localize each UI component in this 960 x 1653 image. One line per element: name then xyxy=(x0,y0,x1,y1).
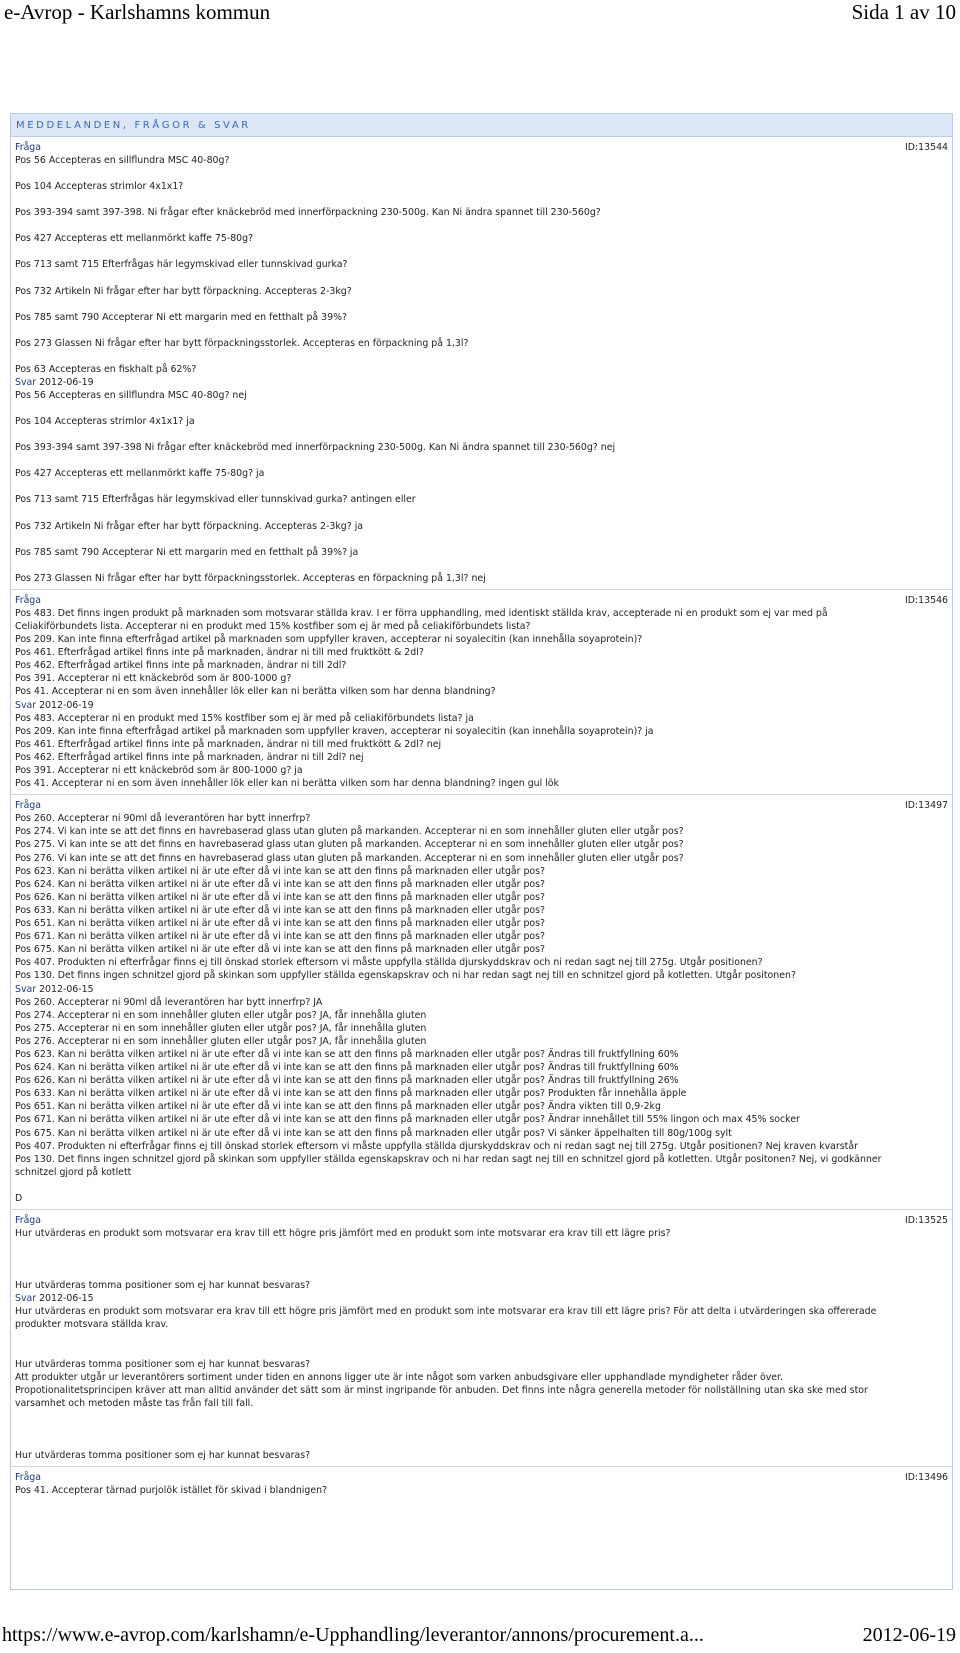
answer-line: Hur utvärderas en produkt som motsvarar era krav till ett högre pris jämfört med en produkt som inte motsvarar era krav till ett lägre pris? För att delta i utvärderingen ska offererade produkter motsvara ställda krav. xyxy=(15,1306,877,1331)
question-line: Pos 273 Glassen Ni frågar efter har bytt förpackningsstorlek. Accepteras en förpackning på 1,3l? xyxy=(15,337,469,349)
answer-line: Pos 633. Kan ni berätta vilken artikel ni är ute efter då vi inte kan se att den finns på marknaden eller utgår pos? Produkten får innehålla äpple xyxy=(15,1088,687,1100)
question-label: Fråga xyxy=(15,1215,42,1226)
answer-line: Pos 651. Kan ni berätta vilken artikel ni är ute efter då vi inte kan se att den finns på marknaden eller utgår pos? Ändra vikten till 0,9-2kg xyxy=(15,1101,661,1113)
answer-date: 2012-06-19 xyxy=(39,699,94,711)
footer-url: https://www.e-avrop.com/karlshamn/e-Upphandling/leverantor/annons/procurement.a... xyxy=(2,1624,704,1646)
question-line: Pos 483. Det finns ingen produkt på marknaden som motsvarar ställda krav. I er förra upphandling, med identiskt ställda krav, accepterade ni en produkt som ej var med på Celiakiförbundets lista. Accepterar ni en produkt med 15% kostfiber som ej är med på celiakiförbundets lista? xyxy=(15,607,828,632)
answer-line: Pos 462. Efterfrågad artikel finns inte på marknaden, ändrar ni till 2dl? nej xyxy=(15,751,364,763)
question-line: Pos 651. Kan ni berätta vilken artikel ni är ute efter då vi inte kan se att den finns på marknaden eller utgår pos? xyxy=(15,918,546,930)
question-label: Fråga xyxy=(15,800,42,812)
answer-line: Pos 624. Kan ni berätta vilken artikel ni är ute efter då vi inte kan se att den finns på marknaden eller utgår pos? Ändras till fruktfyllning 60% xyxy=(15,1062,679,1074)
question-line: Pos 209. Kan inte finna efterfrågad artikel på marknaden som uppfyller kraven, accepterar ni soyalecitin (kan innehålla soyaprotein)? xyxy=(15,634,643,646)
answer-header xyxy=(15,699,892,712)
answer-line: Hur utvärderas tomma positioner som ej har kunnat besvaras? Att produkter utgår ur leverantörers sortiment under tiden en annons ligger ute är inte något som varken anbudsgivare eller upphandlade myndigheter råder över. Propotionalitetsprincipen kräver att man alltid använder det sätt som är minst ingripande för anbuden. Det finns inte några generella metoder för nollställning utan ska ske med stor varsamhet och metoden måste tas från fall till fall. xyxy=(15,1358,868,1409)
answer-line: Pos 274. Accepterar ni en som innehåller gluten eller utgår pos? JA, får innehålla gluten xyxy=(15,1009,427,1021)
answer-extra: D xyxy=(15,1192,23,1204)
question-line: Pos 675. Kan ni berätta vilken artikel ni är ute efter då vi inte kan se att den finns på marknaden eller utgår pos? xyxy=(15,944,546,956)
answer-header xyxy=(15,1292,892,1305)
panel-title: MEDDELANDEN, FRÅGOR & SVAR xyxy=(11,114,952,137)
page-number: Sida 1 av 10 xyxy=(851,0,956,24)
answer-line: Pos 461. Efterfrågad artikel finns inte på marknaden, ändrar ni till med fruktkött & 2dl? nej xyxy=(15,738,442,750)
page-header-title: e-Avrop - Karlshamns kommun xyxy=(4,0,271,24)
question-label: Fråga xyxy=(15,142,42,153)
answer-line: Pos 785 samt 790 Accepterar Ni ett margarin med en fetthalt på 39%? ja xyxy=(15,546,359,558)
qa-block xyxy=(11,137,952,590)
answer-line: Pos 732 Artikeln Ni frågar efter har bytt förpackning. Accepteras 2-3kg? ja xyxy=(15,520,364,532)
answer-line: Pos 260. Accepterar ni 90ml då leverantören har bytt innerfrp? JA xyxy=(15,996,323,1008)
question-label: Fråga xyxy=(15,1472,42,1484)
footer-date: 2012-06-19 xyxy=(862,1624,956,1646)
question-line: Pos 260. Accepterar ni 90ml då leverantören har bytt innerfrp? xyxy=(15,813,311,825)
question-line: Pos 41. Accepterar ni en som även innehåller lök eller kan ni berätta vilken som har denna blandning? xyxy=(15,686,496,698)
answer-header xyxy=(15,983,892,996)
question-line: Pos 63 Accepteras en fiskhalt på 62%? xyxy=(15,363,197,375)
answer-line: Pos 675. Kan ni berätta vilken artikel ni är ute efter då vi inte kan se att den finns på marknaden eller utgår pos? Vi sänker äppelhalten till 80g/100g sylt xyxy=(15,1127,732,1139)
question-label: Fråga xyxy=(15,594,42,606)
question-line: Pos 130. Det finns ingen schnitzel gjord på skinkan som uppfyller ställda egenskapskrav och ni har redan sagt nej till en schnitzel gjord på kotletten. Utgår positonen? xyxy=(15,970,796,982)
question-line: Pos 461. Efterfrågad artikel finns inte på marknaden, ändrar ni till med fruktkött & 2dl? xyxy=(15,647,424,659)
question-line: Pos 671. Kan ni berätta vilken artikel ni är ute efter då vi inte kan se att den finns på marknaden eller utgår pos? xyxy=(15,931,546,943)
page-footer xyxy=(0,1624,960,1652)
question-line: Hur utvärderas tomma positioner som ej har kunnat besvaras? xyxy=(15,1280,311,1292)
question-line: Pos 276. Vi kan inte se att det finns en havrebaserad glass utan gluten på markanden. Accepterar ni en som innehåller gluten eller utgår pos? xyxy=(15,852,684,864)
answer-line: Pos 130. Det finns ingen schnitzel gjord på skinkan som uppfyller ställda egenskapskrav och ni har redan sagt nej till en schnitzel gjord på kotletten. Utgår positonen? Nej, vi godkänner schnitzel gjord på kotlett xyxy=(15,1153,882,1178)
answer-label: Svar xyxy=(15,1293,37,1305)
answer-label: Svar xyxy=(15,376,37,388)
qa-id: ID:13496 xyxy=(905,1472,948,1484)
qa-id: ID:13525 xyxy=(905,1215,948,1226)
answer-line: Pos 41. Accepterar ni en som även innehåller lök eller kan ni berätta vilken som har denna blandning? ingen gul lök xyxy=(15,778,559,790)
qa-id: ID:13497 xyxy=(905,800,948,812)
messages-panel xyxy=(10,113,953,1590)
answer-line: Pos 273 Glassen Ni frågar efter har bytt förpackningsstorlek. Accepteras en förpackning på 1,3l? nej xyxy=(15,572,486,584)
question-line: Hur utvärderas en produkt som motsvarar era krav till ett högre pris jämfört med en produkt som inte motsvarar era krav till ett lägre pris? xyxy=(15,1228,671,1240)
answer-line: Pos 393-394 samt 397-398 Ni frågar efter knäckebröd med innerförpackning 230-500g. Kan Ni ändra spannet till 230-560g? nej xyxy=(15,442,616,454)
answer-line: Pos 209. Kan inte finna efterfrågad artikel på marknaden som uppfyller kraven, accepterar ni soyalecitin (kan innehålla soyaprotein)? ja xyxy=(15,725,654,737)
question-line: Pos 623. Kan ni berätta vilken artikel ni är ute efter då vi inte kan se att den finns på marknaden eller utgår pos? xyxy=(15,865,546,877)
answer-line: Pos 671. Kan ni berätta vilken artikel ni är ute efter då vi inte kan se att den finns på marknaden eller utgår pos? Ändrar innehållet till 55% lingon och max 45% socker xyxy=(15,1114,800,1126)
qa-block xyxy=(11,1210,952,1467)
question-line: Pos 104 Accepteras strimlor 4x1x1? xyxy=(15,181,184,193)
answer-line: Pos 56 Accepteras en sillflundra MSC 40-80g? nej xyxy=(15,390,247,402)
answer-line: Pos 483. Accepterar ni en produkt med 15% kostfiber som ej är med på celiakiförbundets lista? ja xyxy=(15,712,474,724)
answer-line: Pos 276. Accepterar ni en som innehåller gluten eller utgår pos? JA, får innehålla gluten xyxy=(15,1035,427,1047)
question-line: Pos 633. Kan ni berätta vilken artikel ni är ute efter då vi inte kan se att den finns på marknaden eller utgår pos? xyxy=(15,904,546,916)
question-line: Pos 626. Kan ni berätta vilken artikel ni är ute efter då vi inte kan se att den finns på marknaden eller utgår pos? xyxy=(15,891,546,903)
question-line: Pos 407. Produkten ni efterfrågar finns ej till önskad storlek eftersom vi måste uppfylla ställda djurskyddskrav och ni redan sagt nej till 275g. Utgår positionen? xyxy=(15,957,763,969)
qa-id: ID:13546 xyxy=(905,594,948,606)
question-line: Pos 713 samt 715 Efterfrågas här legymskivad eller tunnskivad gurka? xyxy=(15,259,348,271)
answer-line: Hur utvärderas tomma positioner som ej har kunnat besvaras? xyxy=(15,1449,311,1461)
question-line: Pos 56 Accepteras en sillflundra MSC 40-80g? xyxy=(15,155,230,167)
qa-block xyxy=(11,795,952,1210)
question-line: Pos 41. Accepterar tärnad purjolök istället för skivad i blandnigen? xyxy=(15,1485,328,1497)
answer-label: Svar xyxy=(15,699,37,711)
answer-date: 2012-06-15 xyxy=(39,1293,94,1305)
question-line: Pos 275. Vi kan inte se att det finns en havrebaserad glass utan gluten på markanden. Accepterar ni en som innehåller gluten eller utgår pos? xyxy=(15,839,684,851)
answer-line: Pos 391. Accepterar ni ett knäckebröd som är 800-1000 g? ja xyxy=(15,765,303,776)
question-line: Pos 732 Artikeln Ni frågar efter har bytt förpackning. Accepteras 2-3kg? xyxy=(15,285,352,297)
answer-date: 2012-06-19 xyxy=(39,376,94,388)
page-header xyxy=(0,0,960,28)
qa-block xyxy=(11,1467,952,1501)
question-line: Pos 427 Accepteras ett mellanmörkt kaffe 75-80g? xyxy=(15,233,254,245)
answer-line: Pos 626. Kan ni berätta vilken artikel ni är ute efter då vi inte kan se att den finns på marknaden eller utgår pos? Ändras till fruktfyllning 26% xyxy=(15,1075,679,1087)
answer-line: Pos 104 Accepteras strimlor 4x1x1? ja xyxy=(15,416,195,428)
question-line: Pos 274. Vi kan inte se att det finns en havrebaserad glass utan gluten på markanden. Accepterar ni en som innehåller gluten eller utgår pos? xyxy=(15,826,684,838)
answer-header xyxy=(15,376,892,389)
answer-line: Pos 427 Accepteras ett mellanmörkt kaffe 75-80g? ja xyxy=(15,468,265,480)
answer-line: Pos 623. Kan ni berätta vilken artikel ni är ute efter då vi inte kan se att den finns på marknaden eller utgår pos? Ändras till fruktfyllning 60% xyxy=(15,1048,679,1060)
question-line: Pos 462. Efterfrågad artikel finns inte på marknaden, ändrar ni till 2dl? xyxy=(15,660,347,672)
answer-line: Pos 407. Produkten ni efterfrågar finns ej till önskad storlek eftersom vi måste uppfylla ställda djurskyddskrav och ni redan sagt nej till 275g. Utgår positionen? Nej kraven kvarstår xyxy=(15,1140,858,1152)
answer-date: 2012-06-15 xyxy=(39,983,94,995)
question-line: Pos 391. Accepterar ni ett knäckebröd som är 800-1000 g? xyxy=(15,673,292,685)
question-line: Pos 624. Kan ni berätta vilken artikel ni är ute efter då vi inte kan se att den finns på marknaden eller utgår pos? xyxy=(15,878,546,890)
answer-label: Svar xyxy=(15,983,37,995)
answer-line: Pos 713 samt 715 Efterfrågas här legymskivad eller tunnskivad gurka? antingen eller xyxy=(15,494,416,506)
question-line: Pos 785 samt 790 Accepterar Ni ett margarin med en fetthalt på 39%? xyxy=(15,311,347,323)
qa-id: ID:13544 xyxy=(905,142,948,153)
qa-block xyxy=(11,590,952,795)
answer-line: Pos 275. Accepterar ni en som innehåller gluten eller utgår pos? JA, får innehålla gluten xyxy=(15,1022,427,1034)
question-line: Pos 393-394 samt 397-398. Ni frågar efter knäckebröd med innerförpackning 230-500g. Kan Ni ändra spannet till 230-560g? xyxy=(15,207,601,219)
